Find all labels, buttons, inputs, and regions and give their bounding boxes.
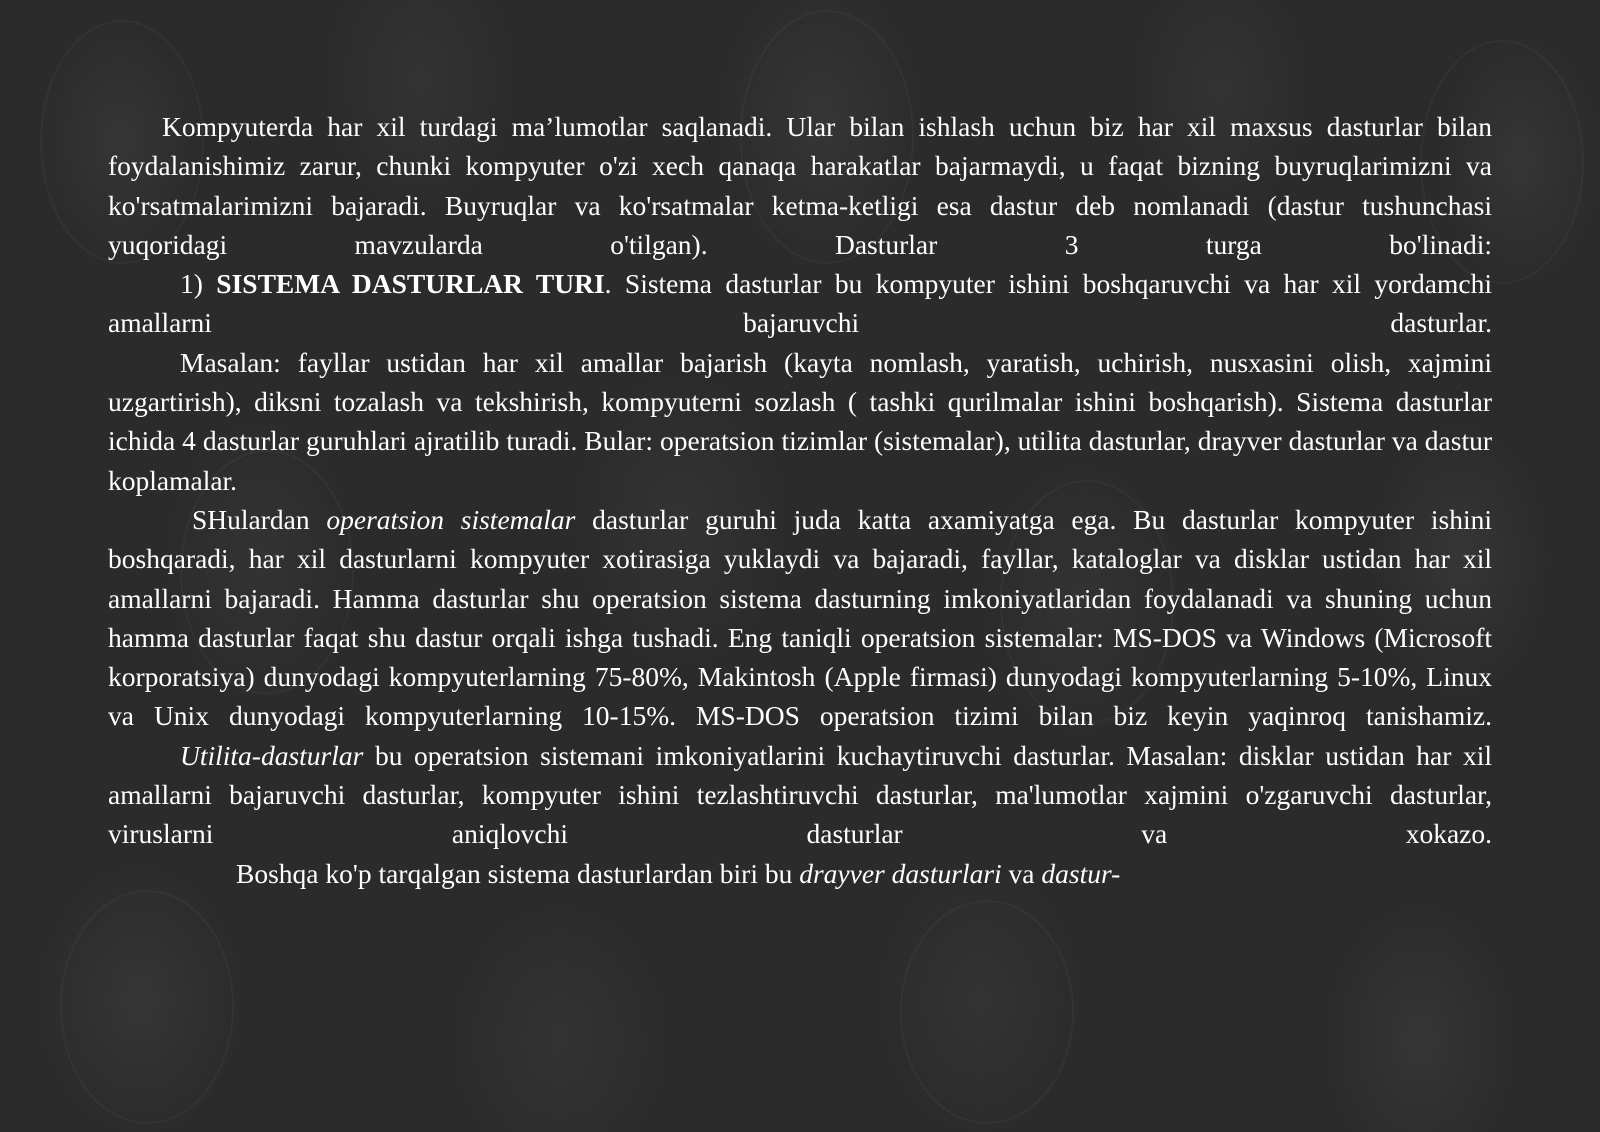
section-heading: SISTEMA DASTURLAR TURI — [216, 268, 605, 300]
os-term: operatsion sistemalar — [326, 503, 576, 535]
drivers-term: drayver dasturlari — [799, 857, 1002, 889]
os-lead-text: SHulardan — [192, 503, 310, 535]
paragraph-examples-text: Masalan: fayllar ustidan har xil amallar bajarish (kayta nomlash, yaratish, uchirish, nusxasini olish, xajmini uzgartirish), diksni tozalash va tekshirish, kompyuterni sozlash ( tashki qurilmalar ishini boshqarish). Sistema dasturlar ichida 4 dasturlar guruhlari ajratilib turadi. Bular: operatsion tizimlar (sistemalar), utilita dasturlar, drayver dasturlar va dastur koplamalar. — [108, 346, 1492, 496]
paragraph-utilities — [108, 736, 1492, 854]
document-body — [108, 107, 1492, 893]
paragraph-drivers — [108, 854, 1492, 893]
damask-ornament — [60, 890, 234, 1124]
damask-ornament — [900, 900, 1074, 1124]
paragraph-system-programs-text: . Sistema dasturlar bu kompyuter ishini boshqaruvchi va har xil yordamchi amallarni bajaruvchi dasturlar. — [108, 268, 1492, 339]
conjunction-text: va — [1008, 857, 1035, 889]
list-number: 1) — [180, 268, 203, 300]
paragraph-intro-text: Kompyuterda har xil turdagi ma’lumotlar saqlanadi. Ular bilan ishlash uchun biz har xil maxsus dasturlar bilan foydalanishimiz zarur, chunki kompyuter o'zi xech qanaqa harakatlar bajarmaydi, u faqat bizning buyruqlarimizni va ko'rsatmalarimizni bajaradi. Buyruqlar va ko'rsatmalar ketma-ketligi esa dastur deb nomlanadi (dastur tushunchasi yuqoridagi mavzularda o'tilgan). Dasturlar 3 turga bo'linadi: — [108, 111, 1492, 260]
paragraph-intro — [108, 107, 1492, 264]
paragraph-operating-systems-text: dasturlar guruhi juda katta axamiyatga ega. Bu dasturlar kompyuter ishini boshqaradi, har xil dasturlarni kompyuter xotirasiga yuklaydi va bajaradi, fayllar, kataloglar va disklar ustidan har xil amallarni bajaradi. Hamma dasturlar shu operatsion sistema dasturning imkoniyatlaridan foydalanadi va shuning uchun hamma dasturlar faqat shu dastur orqali ishga tushadi. Eng taniqli operatsion sistemalar: MS-DOS va Windows (Microsoft korporatsiya) dunyodagi kompyuterlarning 75-80%, Makintosh (Apple firmasi) dunyodagi kompyuterlarning 5-10%, Linux va Unix dunyodagi kompyuterlarning 10-15%. MS-DOS operatsion tizimi bilan biz keyin yaqinroq tanishamiz. — [108, 503, 1492, 732]
utilities-term: Utilita-dasturlar — [180, 739, 364, 771]
paragraph-utilities-text: bu operatsion sistemani imkoniyatlarini kuchaytiruvchi dasturlar. Masalan: disklar ustidan har xil amallarni bajaruvchi dasturlar, kompyuter ishini tezlashtiruvchi dasturlar, ma'lumotlar xajmini o'zgaruvchi dasturlar, viruslarni aniqlovchi dasturlar va xokazo. — [108, 739, 1493, 850]
packages-term: dastur- — [1041, 857, 1121, 889]
paragraph-system-programs — [108, 264, 1492, 343]
paragraph-drivers-text: Boshqa ko'p tarqalgan sistema dasturlardan biri bu — [236, 857, 793, 889]
paragraph-examples — [108, 343, 1492, 500]
paragraph-operating-systems — [108, 500, 1492, 736]
